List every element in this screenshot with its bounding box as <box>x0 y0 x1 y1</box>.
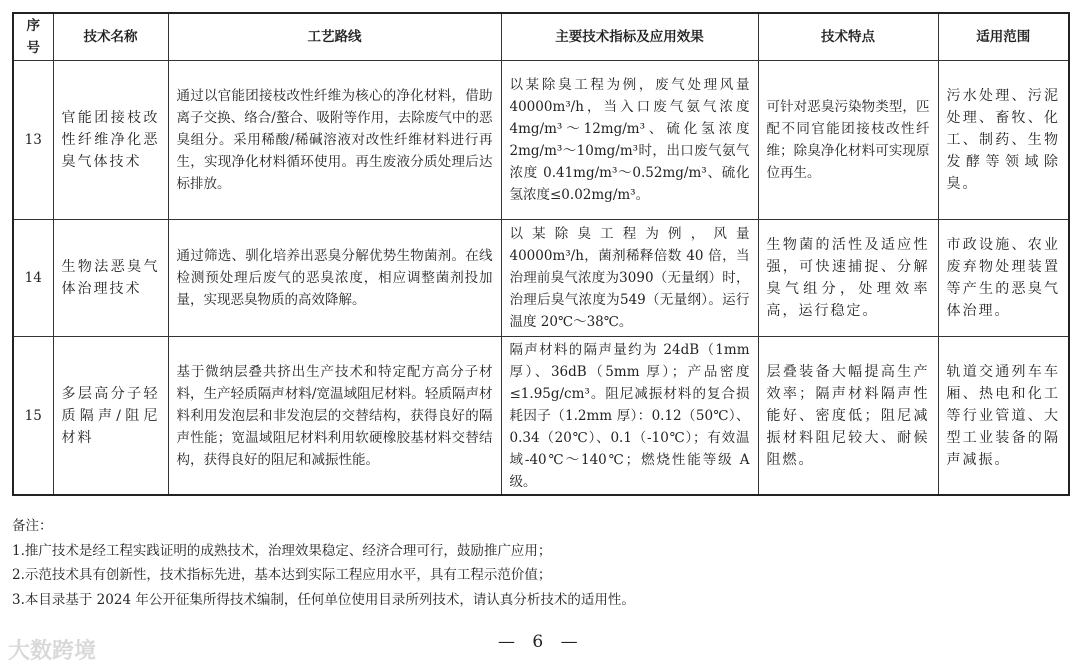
row-no: 14 <box>13 220 53 337</box>
header-route: 工艺路线 <box>168 13 501 61</box>
row-route: 通过筛选、驯化培养出恶臭分解优势生物菌剂。在线检测预处理后废气的恶臭浓度，相应调整菌剂投加量，实现恶臭物质的高效降解。 <box>168 220 501 337</box>
row-scope: 轨道交通列车车厢、热电和化工等行业管道、大型工业装备的隔声减振。 <box>938 337 1069 496</box>
row-features: 层叠装备大幅提高生产效率；隔声材料隔声性能好、密度低；阻尼减振材料阻尼较大、耐候阻燃。 <box>758 337 938 496</box>
row-scope: 市政设施、农业废弃物处理装置等产生的恶臭气体治理。 <box>938 220 1069 337</box>
notes <box>12 514 635 612</box>
row-features: 可针对恶臭污染物类型，匹配不同官能团接枝改性纤维；除臭净化材料可实现原位再生。 <box>758 61 938 220</box>
row-indicators: 以某除臭工程为例，风量 40000m³/h，菌剂稀释倍数 40 倍，当治理前臭气浓度为3090（无量纲）时，治理后臭气浓度为549（无量纲）。运行温度 20℃～38℃。 <box>501 220 758 337</box>
row-indicators: 隔声材料的隔声量约为 24dB（1mm 厚）、36dB（5mm 厚）；产品密度≤1.95g/cm³。阻尼减振材料的复合损耗因子（1.2mm 厚）：0.12（50℃）、0.34（20℃）、0.1（-10℃）；有效温域-40℃～140℃；燃烧性能等级 A 级。 <box>501 337 758 496</box>
table-row <box>13 220 1069 337</box>
technology-table <box>12 12 1070 496</box>
row-features: 生物菌的活性及适应性强，可快速捕捉、分解臭气组分，处理效率高，运行稳定。 <box>758 220 938 337</box>
notes-title: 备注： <box>12 518 53 534</box>
row-no: 15 <box>13 337 53 496</box>
table-row <box>13 337 1069 496</box>
row-route: 基于微纳层叠共挤出生产技术和特定配方高分子材料，生产轻质隔声材料/宽温域阻尼材料。轻质隔声材料利用发泡层和非发泡层的交替结构，获得良好的隔声性能；宽温域阻尼材料利用软硬橡胶基材料交替结构，获得良好的阻尼和减振性能。 <box>168 337 501 496</box>
row-route: 通过以官能团接枝改性纤维为核心的净化材料，借助离子交换、络合/螯合、吸附等作用，去除废气中的恶臭组分。采用稀酸/稀碱溶液对改性纤维材料进行再生，实现净化材料循环使用。再生废液分质处理后达标排放。 <box>168 61 501 220</box>
header-no: 序号 <box>13 13 53 61</box>
note-item: 1.推广技术是经工程实践证明的成熟技术，治理效果稳定、经济合理可行，鼓励推广应用； <box>12 542 552 559</box>
table-header-row <box>13 13 1069 61</box>
row-indicators: 以某除臭工程为例，废气处理风量40000m³/h，当入口废气氨气浓度4mg/m³～12mg/m³、硫化氢浓度2mg/m³～10mg/m³时，出口废气氨气浓度 0.41mg/m³～0.52mg/m³、硫化氢浓度≤0.02mg/m³。 <box>501 61 758 220</box>
table-row <box>13 61 1069 220</box>
header-name: 技术名称 <box>53 13 168 61</box>
row-name: 生物法恶臭气体治理技术 <box>53 220 168 337</box>
header-scope: 适用范围 <box>938 13 1069 61</box>
row-name: 官能团接枝改性纤维净化恶臭气体技术 <box>53 61 168 220</box>
header-features: 技术特点 <box>758 13 938 61</box>
note-item: 3.本目录基于 2024 年公开征集所得技术编制，任何单位使用目录所列技术，请认真分析技术的适用性。 <box>12 591 635 608</box>
page-number: — 6 — <box>498 632 584 652</box>
row-no: 13 <box>13 61 53 220</box>
header-indicators: 主要技术指标及应用效果 <box>501 13 758 61</box>
note-item: 2.示范技术具有创新性，技术指标先进，基本达到实际工程应用水平，具有工程示范价值； <box>12 567 552 583</box>
row-scope: 污水处理、污泥处理、畜牧、化工、制药、生物发酵等领域除臭。 <box>938 61 1069 220</box>
row-name: 多层高分子轻质隔声/阻尼材料 <box>53 337 168 496</box>
watermark-logo: 大数跨境 <box>8 639 97 664</box>
